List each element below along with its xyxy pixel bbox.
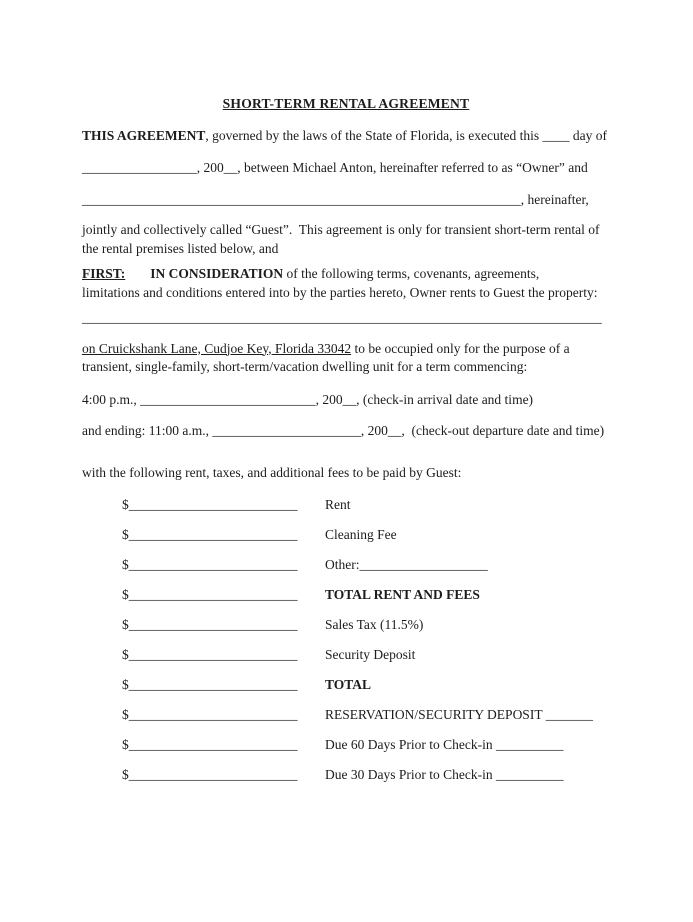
first-clause-paragraph: [82, 265, 610, 302]
fee-row: [82, 760, 610, 790]
dollar-sign: $: [122, 617, 129, 632]
execution-day-blank[interactable]: ____: [542, 128, 570, 143]
fee-amount-blank[interactable]: _________________________: [128, 707, 298, 722]
fee-label: TOTAL RENT AND FEES: [325, 587, 480, 602]
checkin-date-blank[interactable]: __________________________: [140, 391, 316, 407]
fee-row: [82, 580, 610, 610]
first-clause-line-1-text: of the following terms, covenants, agreements,: [283, 266, 540, 281]
fee-amount-blank[interactable]: _________________________: [128, 497, 298, 512]
fee-amount-blank[interactable]: _________________________: [128, 617, 298, 632]
first-clause-line-2: limitations and conditions entered into by the parties hereto, Owner rents to Guest the property:: [82, 284, 598, 300]
guest-clause-line-1: jointly and collectively called “Guest”. This agreement is only for transient short-term rental of: [82, 222, 600, 237]
fee-amount: [122, 580, 325, 610]
fee-amount: [122, 730, 325, 760]
dollar-sign: $: [122, 527, 129, 542]
fees-intro: with the following rent, taxes, and additional fees to be paid by Guest:: [82, 464, 462, 480]
fee-label: TOTAL: [325, 677, 372, 692]
dollar-sign: $: [122, 767, 129, 782]
fee-amount-blank[interactable]: _________________________: [128, 587, 298, 602]
fee-amount: [122, 700, 325, 730]
guest-clause-line-2: the rental premises listed below, and: [82, 240, 279, 256]
checkout-prefix: and ending: 11:00 a.m.,: [82, 422, 213, 438]
fee-amount-blank[interactable]: _________________________: [128, 767, 298, 782]
dollar-sign: $: [122, 557, 129, 572]
fee-amount: [122, 640, 325, 670]
intro-line-3: [82, 184, 610, 216]
fee-label: Due 30 Days Prior to Check-in __________: [325, 767, 564, 782]
fee-row: [82, 520, 610, 550]
property-line-1: [82, 340, 610, 359]
fee-row: [82, 490, 610, 520]
property-address: on Cruickshank Lane, Cudjoe Key, Florida 33042: [82, 340, 352, 356]
fee-amount-blank[interactable]: _________________________: [128, 677, 298, 692]
fee-amount-blank[interactable]: _________________________: [128, 647, 298, 662]
fee-row: [82, 550, 610, 580]
dollar-sign: $: [122, 587, 129, 602]
guest-name-blank[interactable]: _________________________________________________________________: [82, 192, 521, 207]
fee-amount: [122, 760, 325, 790]
fee-amount: [122, 490, 325, 520]
first-clause-line-1: [82, 265, 610, 284]
fee-row: [82, 730, 610, 760]
property-description-blank-line: [82, 309, 610, 328]
fee-label: Security Deposit: [325, 647, 416, 662]
dollar-sign: $: [122, 497, 129, 512]
intro-line-1-text: , governed by the laws of the State of Florida, is executed this: [205, 128, 543, 143]
fee-label: Due 60 Days Prior to Check-in __________: [325, 737, 564, 752]
execution-month-blank[interactable]: _________________: [82, 160, 197, 175]
intro-line-3-tail: , hereinafter,: [520, 192, 589, 207]
fees-table: [82, 490, 610, 790]
first-heading: FIRST:: [82, 266, 126, 281]
checkout-suffix: , 200__, (check-out departure date and time): [360, 422, 605, 438]
fee-amount: [122, 550, 325, 580]
dollar-sign: $: [122, 647, 129, 662]
fee-amount: [122, 520, 325, 550]
intro-line-1-tail: day of: [569, 128, 607, 143]
term-paragraph: [82, 384, 610, 446]
fee-label: Rent: [325, 497, 351, 512]
dollar-sign: $: [122, 737, 129, 752]
fee-row: [82, 610, 610, 640]
fee-row: [82, 670, 610, 700]
checkin-prefix: 4:00 p.m.,: [82, 391, 141, 407]
fee-amount: [122, 670, 325, 700]
fee-row: [82, 640, 610, 670]
fee-amount: [122, 610, 325, 640]
dollar-sign: $: [122, 677, 129, 692]
agreement-intro-paragraph: [82, 120, 610, 216]
fee-amount-blank[interactable]: _________________________: [128, 737, 298, 752]
intro-line-2: [82, 152, 610, 184]
document-title: SHORT-TERM RENTAL AGREEMENT: [222, 96, 470, 111]
consideration-lead: IN CONSIDERATION: [150, 266, 284, 281]
fee-amount-blank[interactable]: _________________________: [128, 557, 298, 572]
agreement-lead: THIS AGREEMENT: [82, 128, 206, 143]
fee-amount-blank[interactable]: _________________________: [128, 527, 298, 542]
fee-label: Other:___________________: [325, 557, 488, 572]
fee-label: Sales Tax (11.5%): [325, 617, 424, 632]
property-paragraph: [82, 340, 610, 377]
guest-clause-paragraph: [82, 221, 610, 258]
intro-line-1: [82, 120, 610, 152]
fee-row: [82, 700, 610, 730]
fee-label: RESERVATION/SECURITY DEPOSIT _______: [325, 707, 593, 722]
checkout-date-blank[interactable]: ______________________: [212, 422, 361, 438]
property-description-blank[interactable]: _____________________________________________________________________________: [82, 310, 602, 325]
property-line-2: transient, single-family, short-term/vacation dwelling unit for a term commencing:: [82, 359, 528, 374]
checkin-line: [82, 384, 610, 415]
checkout-line: [82, 415, 610, 446]
property-line-1-text: to be occupied only for the purpose of a: [351, 340, 570, 356]
checkin-suffix: , 200__, (check-in arrival date and time): [315, 391, 534, 407]
intro-line-2-text: , 200__, between Michael Anton, hereinafter referred to as “Owner” and: [196, 160, 588, 175]
fee-label: Cleaning Fee: [325, 527, 397, 542]
dollar-sign: $: [122, 707, 129, 722]
